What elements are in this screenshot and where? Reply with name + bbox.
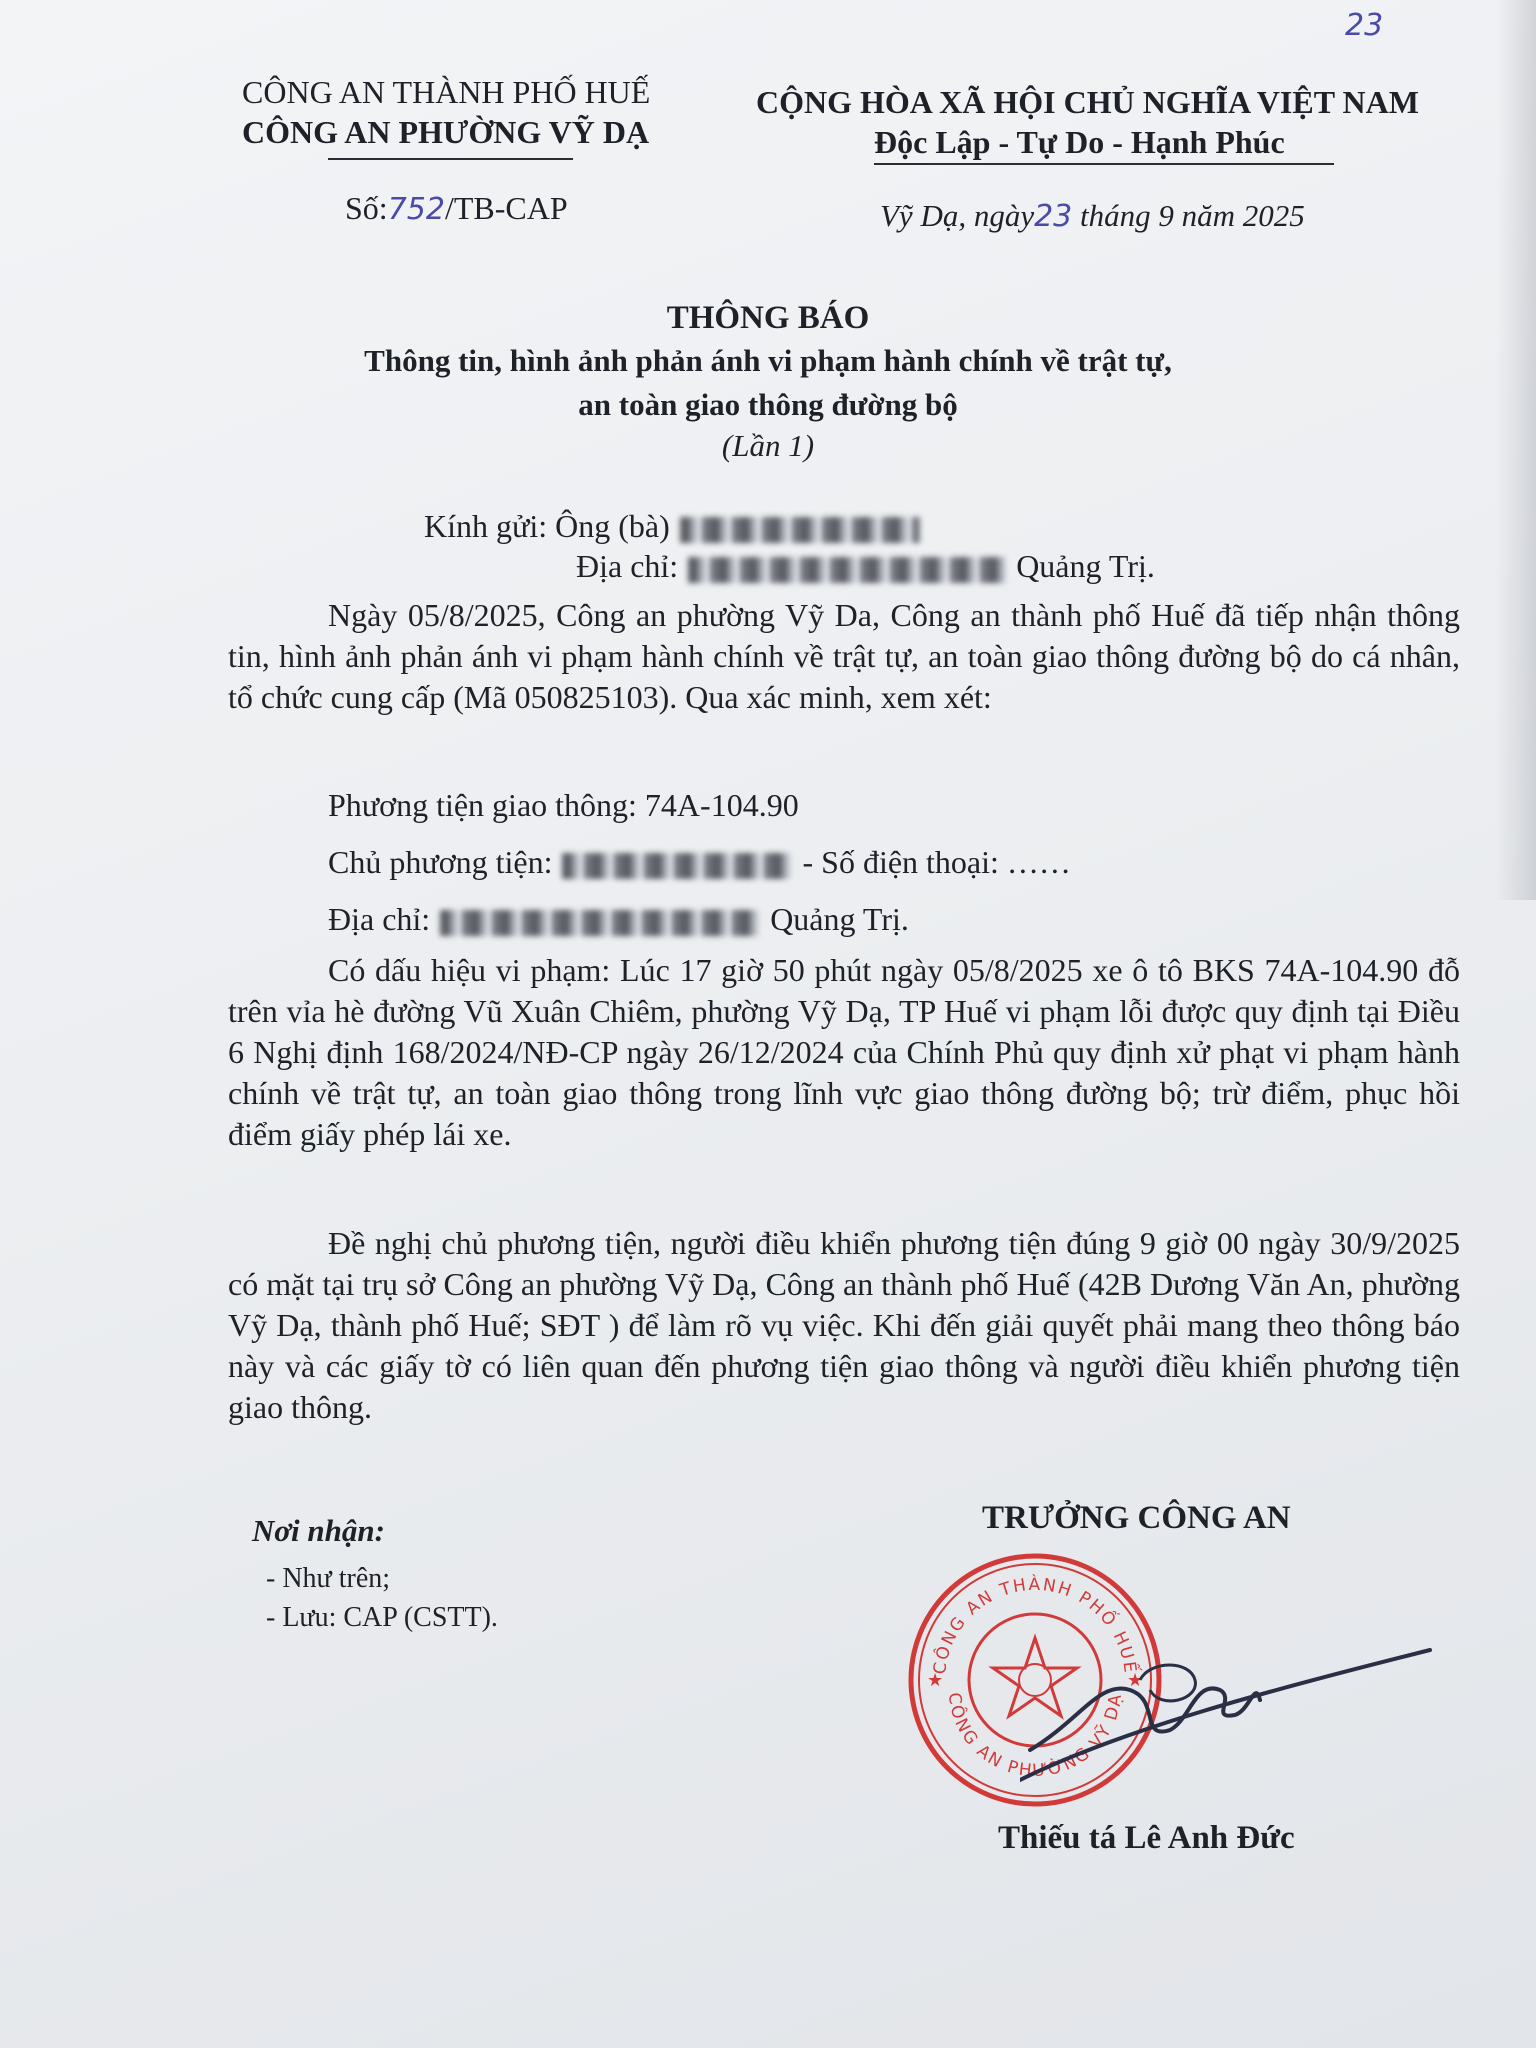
document-title: THÔNG BÁO	[666, 300, 870, 336]
date-prefix: Vỹ Dạ, ngày	[880, 198, 1035, 233]
recipients-item-2: - Lưu: CAP (CSTT).	[266, 1602, 498, 1633]
owner-line	[328, 841, 1071, 883]
agency-name: CÔNG AN PHƯỜNG VỸ DẠ	[242, 114, 650, 150]
document-subtitle-2: an toàn giao thông đường bộ	[578, 387, 958, 422]
national-motto: Độc Lập - Tự Do - Hạnh Phúc	[874, 124, 1285, 160]
recipients-heading: Nơi nhận:	[252, 1513, 385, 1548]
document-subtitle-1: Thông tin, hình ảnh phản ánh vi phạm hành chính về trật tự,	[364, 343, 1172, 378]
owner-address-suffix: Quảng Trị.	[770, 901, 909, 937]
motto-underline	[874, 163, 1334, 165]
owner-label: Chủ phương tiện:	[328, 844, 553, 880]
redacted-recipient-address	[688, 557, 1006, 583]
redacted-owner-name	[562, 853, 792, 879]
recipients-item-1: - Như trên;	[266, 1563, 391, 1594]
paragraph-intro: Ngày 05/8/2025, Công an phường Vỹ Da, Công an thành phố Huế đã tiếp nhận thông tin, hình ảnh phản ánh vi phạm hành chính về trật tự, an toàn giao thông đường bộ do cá nhân, tổ chức cung cấp (Mã 050825103). Qua xác minh, xem xét:	[228, 597, 1460, 715]
signer-name: Thiếu tá Lê Anh Đức	[998, 1820, 1295, 1856]
svg-text:★: ★	[927, 1670, 944, 1690]
country-name: CỘNG HÒA XÃ HỘI CHỦ NGHĨA VIỆT NAM	[756, 84, 1419, 120]
document-number-suffix: /TB-CAP	[444, 190, 568, 226]
document-number-prefix: Số:	[345, 190, 388, 226]
svg-text:★: ★	[1127, 1670, 1144, 1690]
date-suffix: tháng 9 năm 2025	[1072, 198, 1305, 233]
document-number-value: 752	[387, 192, 445, 227]
redacted-recipient-name	[680, 517, 920, 543]
paragraph-violation: Có dấu hiệu vi phạm: Lúc 17 giờ 50 phút ngày 05/8/2025 xe ô tô BKS 74A-104.90 đỗ trên vỉa hè đường Vũ Xuân Chiêm, phường Vỹ Dạ, TP Huế vi phạm lỗi được quy định tại Điều 6 Nghị định 168/2024/NĐ-CP ngày 26/12/2024 của Chính Phủ quy định xử phạt vi phạm hành chính về trật tự, an toàn giao thông trong lĩnh vực giao thông đường bộ; trừ điểm, phục hồi điểm giấy phép lái xe.	[228, 952, 1460, 1152]
stamp-bottom-text: CÔNG AN PHƯỜNG VỸ DẠ	[943, 1691, 1127, 1782]
owner-address-line	[328, 898, 909, 940]
vehicle-line: Phương tiện giao thông: 74A-104.90	[328, 787, 799, 823]
signer-title: TRƯỞNG CÔNG AN	[982, 1500, 1291, 1536]
document-date	[880, 198, 1305, 234]
recipient-address-label: Địa chỉ:	[576, 548, 679, 584]
document-number	[345, 190, 568, 227]
handwritten-corner-mark: 23	[1345, 8, 1384, 43]
agency-parent: CÔNG AN THÀNH PHỐ HUẾ	[242, 74, 651, 110]
owner-address-label: Địa chỉ:	[328, 901, 431, 937]
recipient-address-suffix: Quảng Trị.	[1016, 548, 1155, 584]
recipient-line	[424, 505, 930, 547]
paragraph-request: Đề nghị chủ phương tiện, người điều khiển phương tiện đúng 9 giờ 00 ngày 30/9/2025 có mặt tại trụ sở Công an phường Vỹ Dạ, Công an thành phố Huế (42B Dương Văn An, phường Vỹ Dạ, thành phố Huế; SĐT ) để làm rõ vụ việc. Khi đến giải quyết phải mang theo thông báo này và các giấy tờ có liên quan đến phương tiện giao thông và người điều khiển phương tiện giao thông.	[228, 1225, 1460, 1425]
redacted-owner-address	[440, 910, 760, 936]
date-day: 23	[1034, 199, 1073, 234]
stamp-top-text: CÔNG AN THÀNH PHỐ HUẾ	[930, 1574, 1140, 1676]
phone-label: - Số điện thoại: ……	[802, 844, 1071, 880]
recipient-address-line	[576, 545, 1155, 587]
recipient-label: Kính gửi: Ông (bà)	[424, 508, 670, 544]
signature-icon	[1020, 1620, 1440, 1820]
notice-count: (Lần 1)	[721, 428, 815, 463]
agency-underline	[328, 158, 573, 160]
